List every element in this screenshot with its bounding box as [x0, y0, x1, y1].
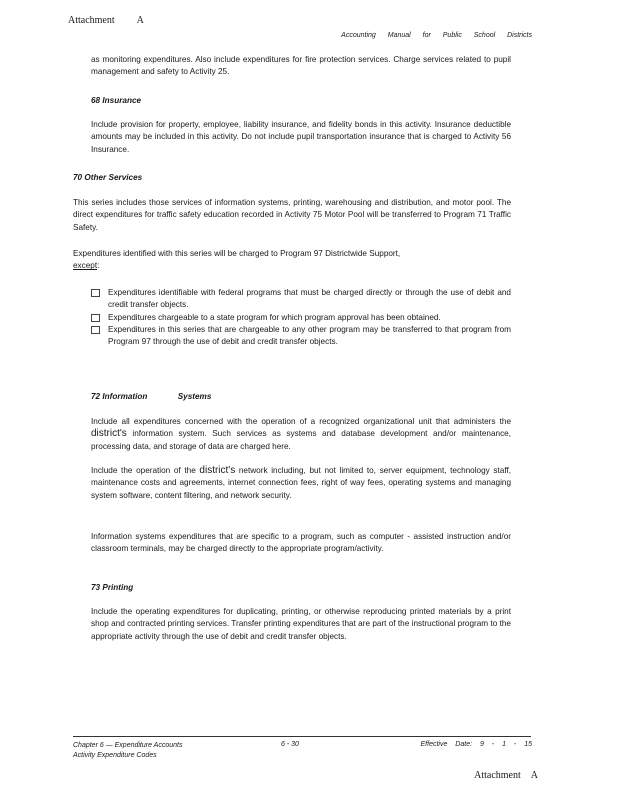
- bullet-item: [91, 324, 511, 349]
- footer-page-number: 6 - 30: [281, 741, 299, 748]
- footer-effective-date: Effective Date: 9 - 1 - 15: [420, 741, 532, 748]
- square-bullet-icon: [91, 289, 100, 297]
- attachment-label-bottom: [474, 770, 538, 781]
- footer-chapter: [73, 741, 182, 761]
- section-70-paragraph: This series includes those services of information systems, printing, warehousing and distribution, and motor pool. The direct expenditures for traffic safety education recorded in Activity 75 Motor Pool will be transferred to Program 71 Traffic Safety.: [73, 198, 511, 232]
- bullet-text: Expenditures identifiable with federal programs that must be charged directly or through the use of debit and credit transfer objects.: [108, 288, 511, 310]
- attachment-word: Attachment: [68, 15, 115, 26]
- section-68-heading: 68 Insurance: [91, 96, 142, 105]
- s72-p2-b: network including, but not limited to, server equipment, technology staff, maintenance costs and agreements, internet connection fees, right of way fees, operating systems and managing system software, content filtering, and network security.: [91, 466, 511, 500]
- section-70-heading: 70 Other Services: [73, 173, 143, 182]
- footer-chapter-line1: Chapter 6 — Expenditure Accounts: [73, 742, 183, 749]
- section-72-paragraph-1: [91, 416, 511, 453]
- attachment-word: Attachment: [474, 770, 521, 781]
- section-73-paragraph: Include the operating expenditures for duplicating, printing, or otherwise reproducing printed materials by a print shop and contracted printing services. Transfer printing expenditures that are part of the instructional program to the appropriate activity through the use of debit and credit transfer objects.: [91, 607, 511, 641]
- footer-chapter-line2: Activity Expenditure Codes: [73, 752, 157, 759]
- section-72-heading: [91, 392, 211, 401]
- section-70-paragraph-2: [73, 248, 511, 273]
- s72-p1-a: Include all expenditures concerned with the operation of a recognized organizational unit that administers the: [91, 417, 511, 426]
- section-70-p2-main: Expenditures identified with this series will be charged to Program 97 Districtwide Support,: [73, 249, 401, 258]
- section-70-bullet-list: [91, 287, 511, 348]
- except-colon: :: [97, 261, 100, 271]
- bullet-text: Expenditures chargeable to a state program for which program approval has been obtained.: [108, 312, 441, 322]
- section-68-paragraph: Include provision for property, employee, liability insurance, and fidelity bonds in this activity. Insurance deductible amounts may be included in this activity. Do not include pupil transportation insurance that is charged to Activity 56 Insurance.: [91, 120, 511, 154]
- section-73-heading: 73 Printing: [91, 583, 134, 592]
- section-72-heading-num: 72 Information: [91, 392, 148, 401]
- attachment-letter: A: [530, 770, 538, 781]
- s72-p1-district: district's: [91, 428, 127, 440]
- footer-divider: [73, 736, 531, 737]
- manual-title: Accounting Manual for Public School Districts: [341, 32, 532, 39]
- square-bullet-icon: [91, 314, 100, 322]
- s72-p1-b: information system. Such services as systems and database development and/or maintenance, processing data, and storage of data are charged here.: [91, 429, 511, 451]
- except-underlined: except: [73, 261, 98, 271]
- bullet-item: [91, 312, 511, 324]
- s72-p2-a: Include the operation of the: [91, 466, 196, 475]
- bullet-text: Expenditures in this series that are chargeable to any other program may be transferred to that program from Program 97 through the use of debit and credit transfer objects.: [108, 324, 511, 347]
- section-72-paragraph-3: Information systems expenditures that are specific to a program, such as computer - assisted instruction and/or classroom terminals, may be charged directly to the appropriate program/activity.: [91, 532, 511, 554]
- bullet-item: [91, 287, 511, 312]
- s72-p2-district: district's: [199, 465, 236, 476]
- intro-paragraph: as monitoring expenditures. Also include expenditures for fire protection services. Charge services related to pupil management and safety to Activity 25.: [91, 55, 511, 77]
- square-bullet-icon: [91, 326, 100, 334]
- section-72-heading-word: Systems: [177, 392, 212, 401]
- section-72-paragraph-2: [91, 465, 511, 502]
- attachment-label-top: [68, 15, 144, 26]
- attachment-letter: A: [136, 15, 144, 26]
